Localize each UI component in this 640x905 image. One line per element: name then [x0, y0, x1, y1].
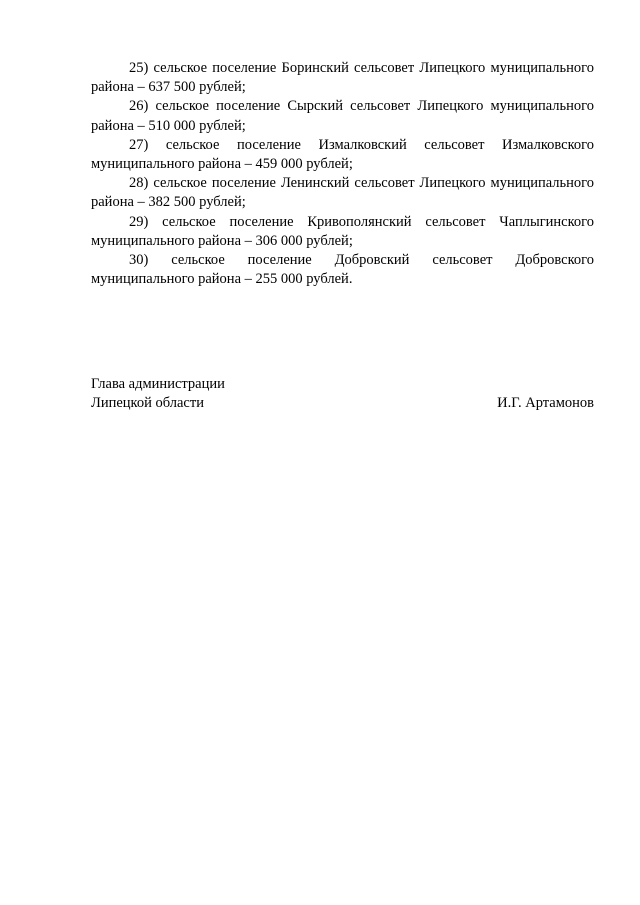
signature-block: [91, 375, 594, 413]
signatory-title-line-2: Липецкой области: [91, 395, 204, 412]
list-item-26: 26) сельское поселение Сырский сельсовет Липецкого муниципального района – 510 000 рублей;: [91, 98, 594, 134]
list-item-27: 27) сельское поселение Измалковский сельсовет Измалковского муниципального района – 459 000 рублей;: [91, 136, 594, 173]
signatory-title-line-1: Глава администрации: [91, 376, 225, 392]
signature-row: [91, 394, 594, 413]
list-item-29: 29) сельское поселение Кривополянский сельсовет Чаплыгинского муниципального района – 306 000 рублей;: [91, 213, 594, 249]
list-item-30: 30) сельское поселение Добровский сельсовет Добровского муниципального района – 255 000 рублей.: [91, 252, 594, 288]
list-item-25: 25) сельское поселение Боринский сельсовет Липецкого муниципального района – 637 500 рублей;: [91, 60, 594, 96]
signatory-name: И.Г. Артамонов: [497, 395, 594, 412]
document-body: [91, 59, 594, 289]
list-item-28: 28) сельское поселение Ленинский сельсовет Липецкого муниципального района – 382 500 рублей;: [91, 175, 594, 211]
